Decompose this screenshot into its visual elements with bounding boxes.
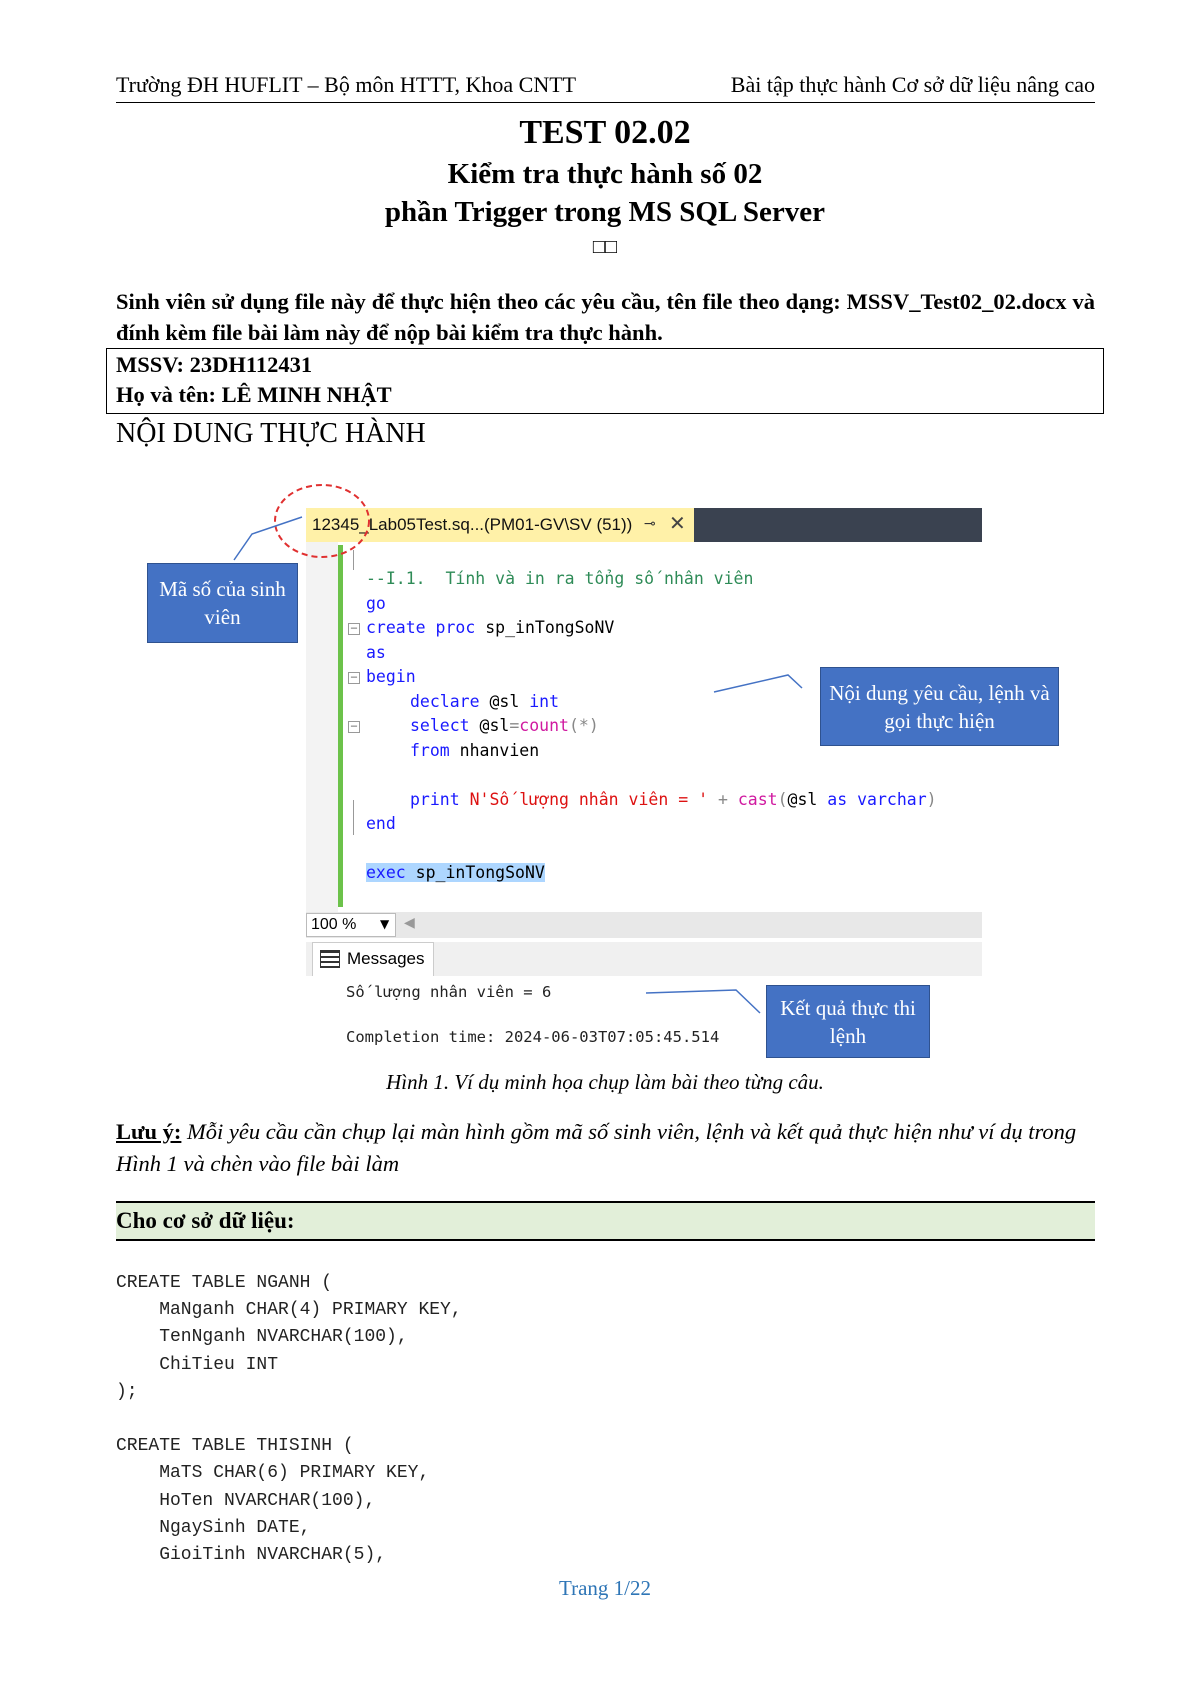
note-label: Lưu ý: — [116, 1119, 182, 1144]
code-proc-name: sp_inTongSoNV — [475, 618, 615, 637]
callout-content: Nội dung yêu cầu, lệnh và gọi thực hiện — [820, 667, 1059, 746]
connector-line — [646, 990, 760, 1013]
code-select-kw: select — [410, 716, 470, 735]
fold-collapse-icon[interactable]: − — [348, 721, 360, 733]
connector-line — [714, 675, 802, 692]
code-create-kw: create proc — [366, 618, 476, 637]
title-ornament: □□ — [592, 236, 618, 258]
instructions-text: Sinh viên sử dụng file này để thực hiện theo các yêu cầu, tên file theo dạng: MSSV_Test02_02.docx và đính kèm file bài làm này để nộp bài kiểm tra thực hành. — [116, 289, 1095, 345]
db-heading: Cho cơ sở dữ liệu: — [116, 1201, 1095, 1241]
code-end: end — [366, 814, 396, 833]
callout-result: Kết quả thực thi lệnh — [766, 985, 930, 1058]
doc-title: TEST 02.02 — [519, 114, 691, 151]
code-select-var: @sl — [469, 716, 510, 735]
messages-tab[interactable]: Messages — [312, 942, 434, 976]
code-print-kw: print — [410, 790, 460, 809]
completion-time-line: Completion time: 2024-06-03T07:05:45.514 — [346, 1028, 720, 1046]
code-select-eq: = — [509, 716, 520, 735]
code-exec-name: sp_inTongSoNV — [405, 863, 545, 882]
code-from-kw: from — [410, 741, 450, 760]
fold-collapse-icon[interactable]: − — [348, 623, 360, 635]
code-cast-open: ( — [777, 790, 788, 809]
student-name: Họ và tên: LÊ MINH NHẬT — [116, 382, 392, 407]
connector-line — [234, 517, 302, 560]
code-exec-kw: exec — [366, 863, 406, 882]
figure-caption: Hình 1. Ví dụ minh họa chụp làm bài theo từng câu. — [386, 1070, 824, 1094]
code-count-fn: count — [519, 716, 569, 735]
section-title: NỘI DUNG THỰC HÀNH — [116, 418, 426, 449]
code-cast-close: ) — [926, 790, 937, 809]
code-cast-as: as — [827, 790, 848, 809]
header-right-text: Bài tập thực hành Cơ sở dữ liệu nâng cao — [730, 72, 1095, 97]
doc-subtitle: Kiểm tra thực hành số 02 — [447, 158, 763, 190]
chevron-down-icon[interactable]: ▼ — [380, 917, 390, 931]
zoom-select[interactable]: 100 % — [306, 913, 396, 937]
code-comment: --I.1. Tính và in ra tổng số nhân viên — [366, 569, 754, 588]
code-declare-type: int — [529, 692, 560, 711]
editor-tab[interactable]: 12345_Lab05Test.sq...(PM01-GV\SV (51)) — [306, 508, 694, 542]
code-cast-var: @sl — [787, 790, 828, 809]
code-as: as — [366, 643, 386, 662]
code-cast-fn: cast — [737, 790, 778, 809]
code-go: go — [366, 594, 386, 613]
doc-subtitle-2: phần Trigger trong MS SQL Server — [384, 196, 826, 228]
student-id: MSSV: 23DH112431 — [116, 352, 313, 377]
fold-collapse-icon[interactable]: − — [348, 672, 360, 684]
note-text: Mỗi yêu cầu cần chụp lại màn hình gồm mã số sinh viên, lệnh và kết quả thực hiện như ví dụ trong Hình 1 và chèn vào file bài làm — [116, 1119, 1077, 1176]
code-declare-var: @sl — [479, 692, 530, 711]
code-count-args: (*) — [568, 716, 599, 735]
sql-code-block: CREATE TABLE NGANH ( MaNganh CHAR(4) PRIMARY KEY, TenNganh NVARCHAR(100), ChiTieu INT ); CREATE TABLE THISINH ( MaTS CHAR(6) PRIMARY KEY, HoTen NVARCHAR(100), NgaySinh DATE, GioiTinh NVARCHAR(5), — [116, 1273, 462, 1566]
code-print-plus: + — [708, 790, 738, 809]
message-result-line: Số lượng nhân viên = 6 — [346, 983, 552, 1001]
page-number: Trang 1/22 — [559, 1576, 651, 1600]
code-begin: begin — [366, 667, 416, 686]
header-left-text: Trường ĐH HUFLIT – Bộ môn HTTT, Khoa CNTT — [116, 72, 577, 97]
close-icon[interactable]: ✕ — [669, 511, 686, 535]
note-paragraph — [116, 1116, 1095, 1180]
code-print-string: N'Số lượng nhân viên = ' — [459, 790, 709, 809]
callout-student-id: Mã số của sinh viên — [147, 563, 298, 643]
code-declare-kw: declare — [410, 692, 480, 711]
scroll-left-icon[interactable]: ◀ — [404, 915, 415, 931]
code-from-table: nhanvien — [449, 741, 540, 760]
code-cast-type: varchar — [847, 790, 927, 809]
pin-icon[interactable]: ⊸ — [644, 516, 656, 532]
